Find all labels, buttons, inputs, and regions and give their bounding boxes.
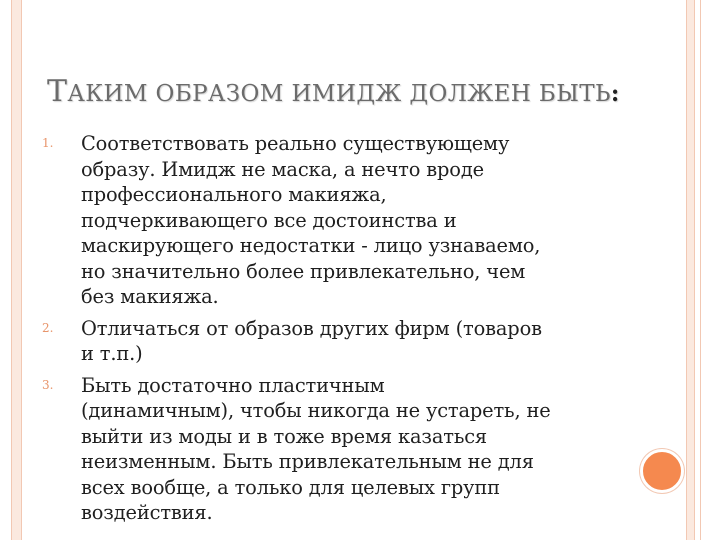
- list-item-line: профессионального макияжа,: [81, 183, 387, 206]
- list-item: [42, 316, 632, 367]
- list-item-line: выйти из моды и в тоже время казаться: [81, 424, 488, 448]
- list-item-line: маскирующего недостатки - лицо узнаваемо,: [81, 234, 541, 257]
- list-item-line: подчеркивающего все достоинства и: [81, 208, 457, 232]
- title-text: АКИМ ОБРАЗОМ ИМИДЖ ДОЛЖЕН БЫТЬ: [67, 81, 611, 107]
- list-item-line: всех вообще, а только для целевых групп: [81, 475, 500, 499]
- slide-title: [47, 74, 647, 109]
- list-item-number: 1.: [42, 136, 54, 150]
- list-item-line: без макияжа.: [81, 285, 219, 308]
- list-item-line: Отличаться от образов других фирм (товаров: [81, 316, 542, 340]
- list-item-line: Соответствовать реально существующему: [81, 132, 510, 155]
- list-item-line: и т.п.): [81, 342, 143, 365]
- list-item-number: 3.: [42, 377, 54, 392]
- right-frame-stripe: [686, 0, 695, 540]
- right-frame-line: [700, 0, 701, 540]
- list-item: [42, 131, 632, 310]
- title-first-letter: Т: [47, 74, 68, 109]
- left-frame-stripe: [11, 0, 22, 540]
- title-colon: :: [610, 80, 620, 107]
- list-item-line: (динамичным), чтобы никогда не устареть, не: [81, 399, 551, 422]
- list-item-line: воздействия.: [81, 501, 213, 524]
- list-item-number: 2.: [42, 320, 54, 335]
- list-item: [42, 373, 632, 526]
- list-item-line: образу. Имидж не маска, а нечто вроде: [81, 157, 484, 181]
- list-item-line: неизменным. Быть привлекательным не для: [81, 450, 534, 473]
- list-item-line: Быть достаточно пластичным: [81, 373, 385, 397]
- numbered-list: [42, 131, 632, 532]
- list-item-line: но значительно более привлекательно, чем: [81, 259, 526, 283]
- orange-circle-icon: [640, 449, 684, 493]
